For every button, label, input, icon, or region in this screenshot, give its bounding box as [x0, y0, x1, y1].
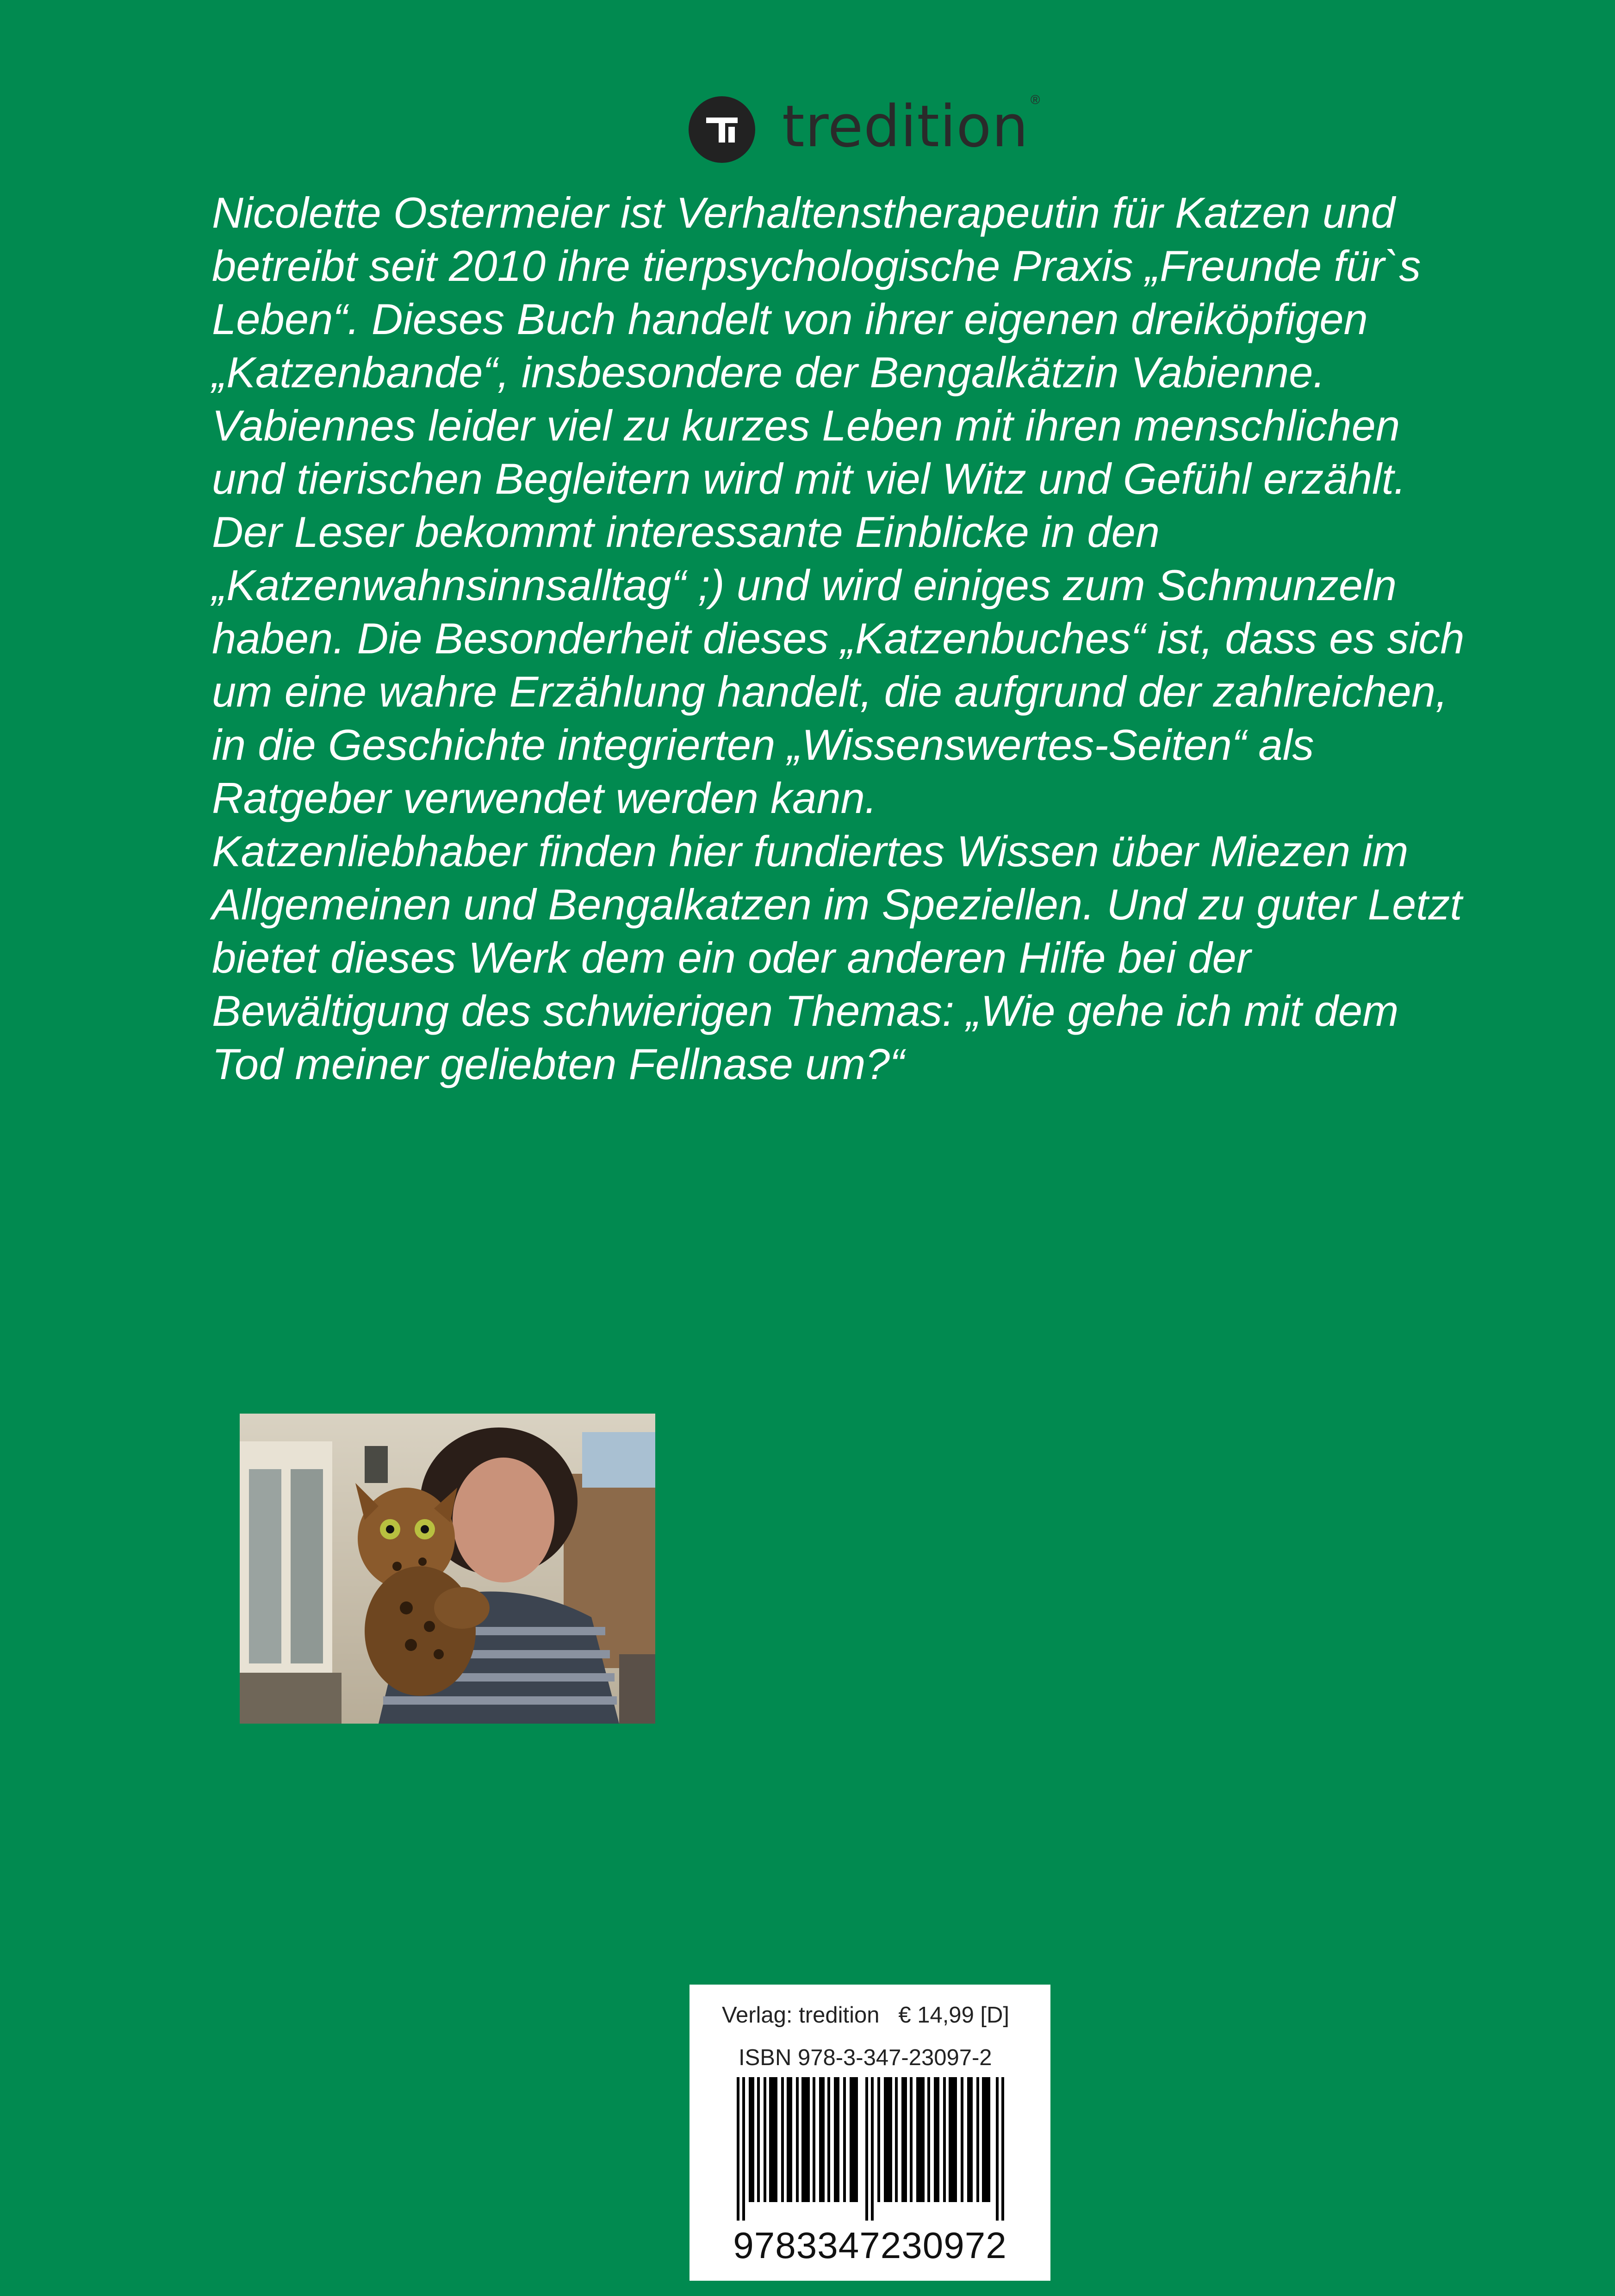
- blurb-paragraph: Vabiennes leider viel zu kurzes Leben mit ihren menschlichen und tierischen Begleitern wird mit viel Witz und Gefühl erzählt. Der Leser bekommt interessante Einblicke in den „Katzenwahnsinnsalltag“ ;) und wird einiges zum Schmunzeln haben. Die Besonderheit dieses „Katzenbuches“ ist, dass es sich um eine wahre Erzählung handelt, die aufgrund der zahlreichen, in die Geschichte integrierten „Wissenswertes-Seiten“ als Ratgeber verwendet werden kann.: [212, 401, 1465, 822]
- ean-digits: 9783347230972: [733, 2225, 1007, 2266]
- publisher-logo-text: tredition: [782, 93, 1029, 160]
- isbn-text: ISBN 978-3-347-23097-2: [739, 2045, 992, 2070]
- author-photo: [240, 1414, 655, 1724]
- ean-barcode: [737, 2077, 1005, 2221]
- blurb-paragraph: Katzenliebhaber finden hier fundiertes Wissen über Miezen im Allgemeinen und Bengalkatzen im Speziellen. Und zu guter Letzt bietet dieses Werk dem ein oder anderen Hilfe bei der Bewältigung des schwierigen Themas: „Wie gehe ich mit dem Tod meiner geliebten Fellnase um?“: [212, 827, 1462, 1088]
- registered-mark: ®: [1030, 93, 1040, 107]
- isbn-barcode-panel: [689, 1985, 1050, 2281]
- publisher-logo: [689, 95, 1040, 164]
- tredition-logo-icon: [689, 96, 755, 163]
- blurb-paragraph: Nicolette Ostermeier ist Verhaltenstherapeutin für Katzen und betreibt seit 2010 ihre tierpsychologische Praxis „Freunde für`s Leben“. Dieses Buch handelt von ihrer eigenen dreiköpfigen „Katzenbande“, insbesondere der Bengalkätzin Vabienne.: [212, 188, 1421, 397]
- back-cover-blurb: [212, 186, 1471, 1091]
- publisher-price-line: Verlag: tredition € 14,99 [D]: [722, 2003, 1010, 2028]
